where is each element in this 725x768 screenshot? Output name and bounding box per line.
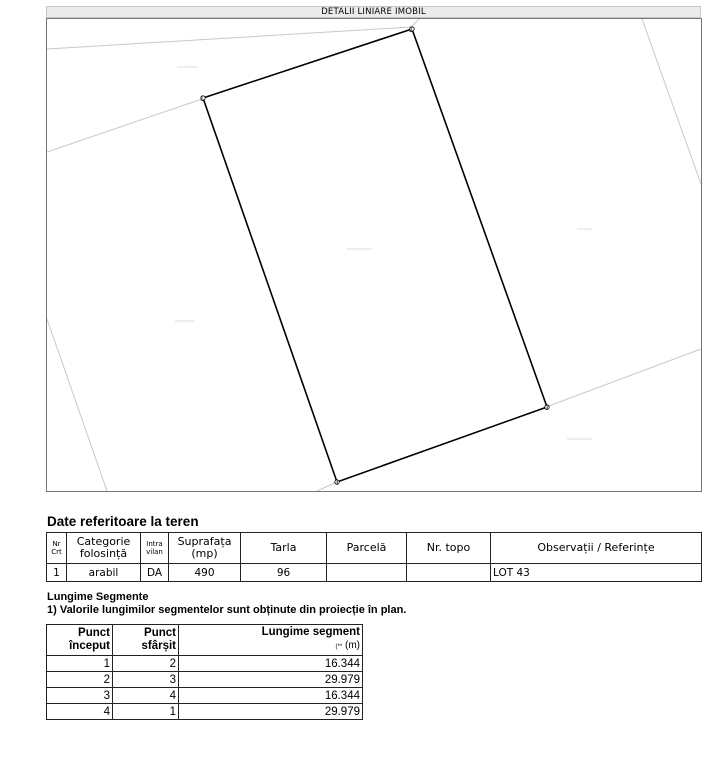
col-nr-crt: Nr Crt bbox=[47, 533, 67, 564]
col-nr-topo: Nr. topo bbox=[407, 533, 491, 564]
parcel-boundary bbox=[203, 29, 547, 482]
teren-table bbox=[46, 532, 702, 582]
neighbor-boundary bbox=[47, 98, 205, 152]
cell-tarla: 96 bbox=[241, 564, 327, 582]
cell-end: 1 bbox=[113, 704, 179, 720]
col-punct-sfarsit: Punct sfârșit bbox=[113, 625, 179, 656]
segments-note: 1) Valorile lungimilor segmentelor sunt obținute din proiecție în plan. bbox=[47, 604, 407, 616]
cell-end: 3 bbox=[113, 672, 179, 688]
parcel-plan-svg bbox=[47, 19, 701, 491]
col-lungime-segment bbox=[179, 625, 363, 656]
segments-table bbox=[46, 624, 363, 720]
segments-section-title bbox=[47, 591, 406, 617]
col-punct-inceput: Punct început bbox=[47, 625, 113, 656]
cell-start: 3 bbox=[47, 688, 113, 704]
cell-nr-crt: 1 bbox=[47, 564, 67, 582]
col-intravilan: Intra vilan bbox=[141, 533, 169, 564]
neighbor-boundary bbox=[47, 27, 412, 49]
cell-start: 4 bbox=[47, 704, 113, 720]
col-suprafata: Suprafața (mp) bbox=[169, 533, 241, 564]
neighbor-boundary bbox=[642, 19, 701, 184]
col-lungime-unit-value: (m) bbox=[345, 640, 360, 651]
col-parcela: Parcelă bbox=[327, 533, 407, 564]
cell-start: 1 bbox=[47, 656, 113, 672]
teren-section-title: Date referitoare la teren bbox=[47, 514, 199, 529]
cell-categorie: arabil bbox=[67, 564, 141, 582]
col-observatii: Observații / Referințe bbox=[491, 533, 702, 564]
cell-observatii: LOT 43 bbox=[491, 564, 702, 582]
plan-header-title: DETALII LINIARE IMOBIL bbox=[46, 6, 701, 18]
col-lungime-unit bbox=[181, 639, 360, 654]
cell-suprafata: 490 bbox=[169, 564, 241, 582]
neighbor-boundary bbox=[317, 482, 337, 491]
vertex-label-1: 1 bbox=[200, 96, 204, 103]
segments-header-row bbox=[47, 625, 363, 656]
parcel-plan-drawing bbox=[46, 18, 702, 492]
neighbor-boundary bbox=[47, 319, 107, 491]
col-lungime-label: Lungime segment bbox=[261, 626, 360, 638]
vertex-label-4: 4 bbox=[335, 480, 339, 487]
segments-title: Lungime Segmente bbox=[47, 591, 149, 603]
cell-parcela bbox=[327, 564, 407, 582]
table-row bbox=[47, 656, 363, 672]
cell-length: 16.344 bbox=[179, 656, 363, 672]
cell-end: 2 bbox=[113, 656, 179, 672]
cell-end: 4 bbox=[113, 688, 179, 704]
cell-length: 29.979 bbox=[179, 704, 363, 720]
cell-intravilan: DA bbox=[141, 564, 169, 582]
cell-length: 29.979 bbox=[179, 672, 363, 688]
cell-nr-topo bbox=[407, 564, 491, 582]
vertex-label-3: 3 bbox=[545, 405, 549, 412]
vertex-label-2: 2 bbox=[409, 27, 413, 34]
table-row bbox=[47, 688, 363, 704]
cell-start: 2 bbox=[47, 672, 113, 688]
neighbor-boundary bbox=[546, 349, 701, 407]
col-categorie: Categorie folosință bbox=[67, 533, 141, 564]
col-lungime-unit-note: (** bbox=[335, 644, 343, 650]
table-row bbox=[47, 564, 702, 582]
neighbor-boundary bbox=[411, 19, 419, 27]
cell-length: 16.344 bbox=[179, 688, 363, 704]
table-row bbox=[47, 704, 363, 720]
table-row bbox=[47, 672, 363, 688]
teren-header-row bbox=[47, 533, 702, 564]
col-tarla: Tarla bbox=[241, 533, 327, 564]
